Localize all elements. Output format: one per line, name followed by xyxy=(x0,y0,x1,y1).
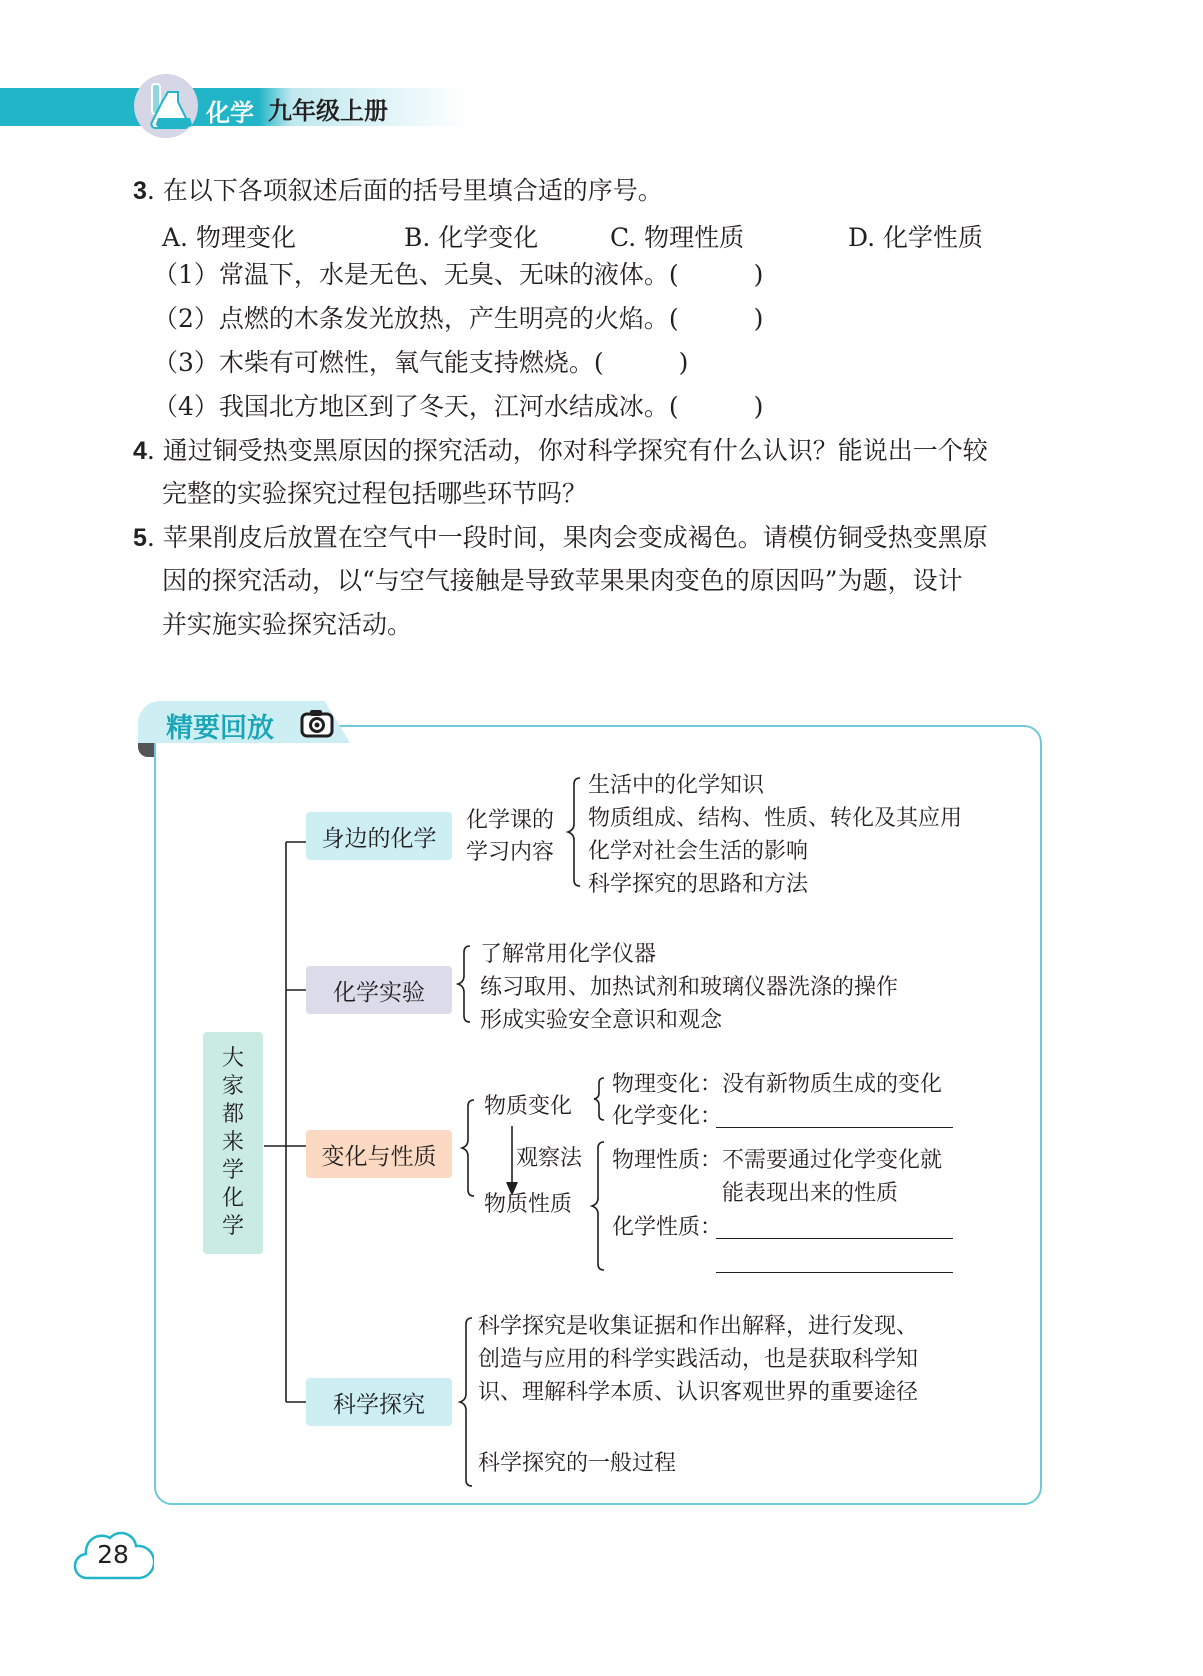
header-subject: 化学 xyxy=(206,99,254,127)
branch-1-item-3: 化学对社会生活的影响 xyxy=(588,839,809,864)
question-5-cont-1: 因的探究活动，以“与空气接触是导致苹果果肉变色的原因吗”为题，设计 xyxy=(162,566,963,595)
branch-1-mid-2: 学习内容 xyxy=(466,840,555,865)
question-text: . 苹果削皮后放置在空气中一段时间，果肉会变成褐色。请模仿铜受热变黑原 xyxy=(146,523,988,552)
branch-1-mid-1: 化学课的 xyxy=(466,808,555,833)
option-c: C. 物理性质 xyxy=(610,223,745,252)
chem-prop-blank-2 xyxy=(716,1272,953,1273)
q3-item-2: （2）点燃的木条发光放热，产生明亮的火焰。( ) xyxy=(153,304,764,333)
branch-node-3: 变化与性质 xyxy=(306,1130,452,1178)
branch-2-item-1: 了解常用化学仪器 xyxy=(480,942,657,967)
phys-prop-text-1: 物理性质：不需要通过化学变化就 xyxy=(612,1148,943,1173)
root-char: 学 xyxy=(221,1158,244,1183)
root-char: 大 xyxy=(221,1046,244,1071)
question-text: . 在以下各项叙述后面的括号里填合适的序号。 xyxy=(146,176,663,205)
chem-change-blank xyxy=(716,1127,953,1128)
root-char: 家 xyxy=(221,1074,244,1099)
chem-prop-blank-1 xyxy=(716,1238,953,1239)
branch-node-1: 身边的化学 xyxy=(306,812,452,860)
branch-2-item-2: 练习取用、加热试剂和玻璃仪器洗涤的操作 xyxy=(480,975,899,1000)
q3-item-1: （1）常温下，水是无色、无臭、无味的液体。( ) xyxy=(153,260,764,289)
branch-4-text-1: 科学探究是收集证据和作出解释，进行发现、 xyxy=(478,1314,919,1339)
branch-4-text-3: 识、理解科学本质、认识客观世界的重要途径 xyxy=(478,1380,919,1405)
property-label: 物质性质 xyxy=(484,1192,573,1217)
chem-change-text: 化学变化： xyxy=(612,1104,723,1129)
root-node xyxy=(203,1032,263,1254)
option-b: B. 化学变化 xyxy=(404,223,539,252)
phys-change-text: 物理变化：没有新物质生成的变化 xyxy=(612,1072,943,1097)
branch-4-item-2: 科学探究的一般过程 xyxy=(478,1451,677,1476)
branch-node-2: 化学实验 xyxy=(306,966,452,1014)
review-title: 精要回放 xyxy=(166,713,274,744)
page-number: 28 xyxy=(97,1540,129,1569)
q3-item-4: （4）我国北方地区到了冬天，江河水结成冰。( ) xyxy=(153,392,764,421)
root-char: 化 xyxy=(221,1186,244,1211)
question-5-cont-2: 并实施实验探究活动。 xyxy=(162,610,413,639)
question-4-cont: 完整的实验探究过程包括哪些环节吗？ xyxy=(162,479,588,508)
branch-2-item-3: 形成实验安全意识和观念 xyxy=(480,1008,723,1033)
question-text: . 通过铜受热变黑原因的探究活动，你对科学探究有什么认识？能说出一个较 xyxy=(146,436,988,465)
branch-1-item-2: 物质组成、结构、性质、转化及其应用 xyxy=(588,806,963,831)
phys-prop-text-2: 能表现出来的性质 xyxy=(722,1181,899,1206)
chem-prop-text: 化学性质： xyxy=(612,1215,723,1240)
option-a: A. 物理变化 xyxy=(162,223,296,252)
question-number: 4 xyxy=(133,437,147,465)
root-char: 来 xyxy=(221,1130,244,1155)
question-number: 3 xyxy=(133,177,147,205)
option-d: D. 化学性质 xyxy=(848,223,984,252)
branch-4-text-2: 创造与应用的科学实践活动，也是获取科学知 xyxy=(478,1347,919,1372)
branch-node-4: 科学探究 xyxy=(306,1378,452,1426)
root-char: 都 xyxy=(221,1102,244,1127)
root-char: 学 xyxy=(221,1214,244,1239)
branch-1-item-1: 生活中的化学知识 xyxy=(588,773,765,798)
q3-item-3: （3）木柴有可燃性，氧气能支持燃烧。( ) xyxy=(153,348,689,377)
change-label: 物质变化 xyxy=(484,1094,573,1119)
header-grade: 九年级上册 xyxy=(268,97,388,125)
branch-1-item-4: 科学探究的思路和方法 xyxy=(588,872,809,897)
question-number: 5 xyxy=(133,524,147,552)
method-label: 观察法 xyxy=(516,1146,583,1171)
